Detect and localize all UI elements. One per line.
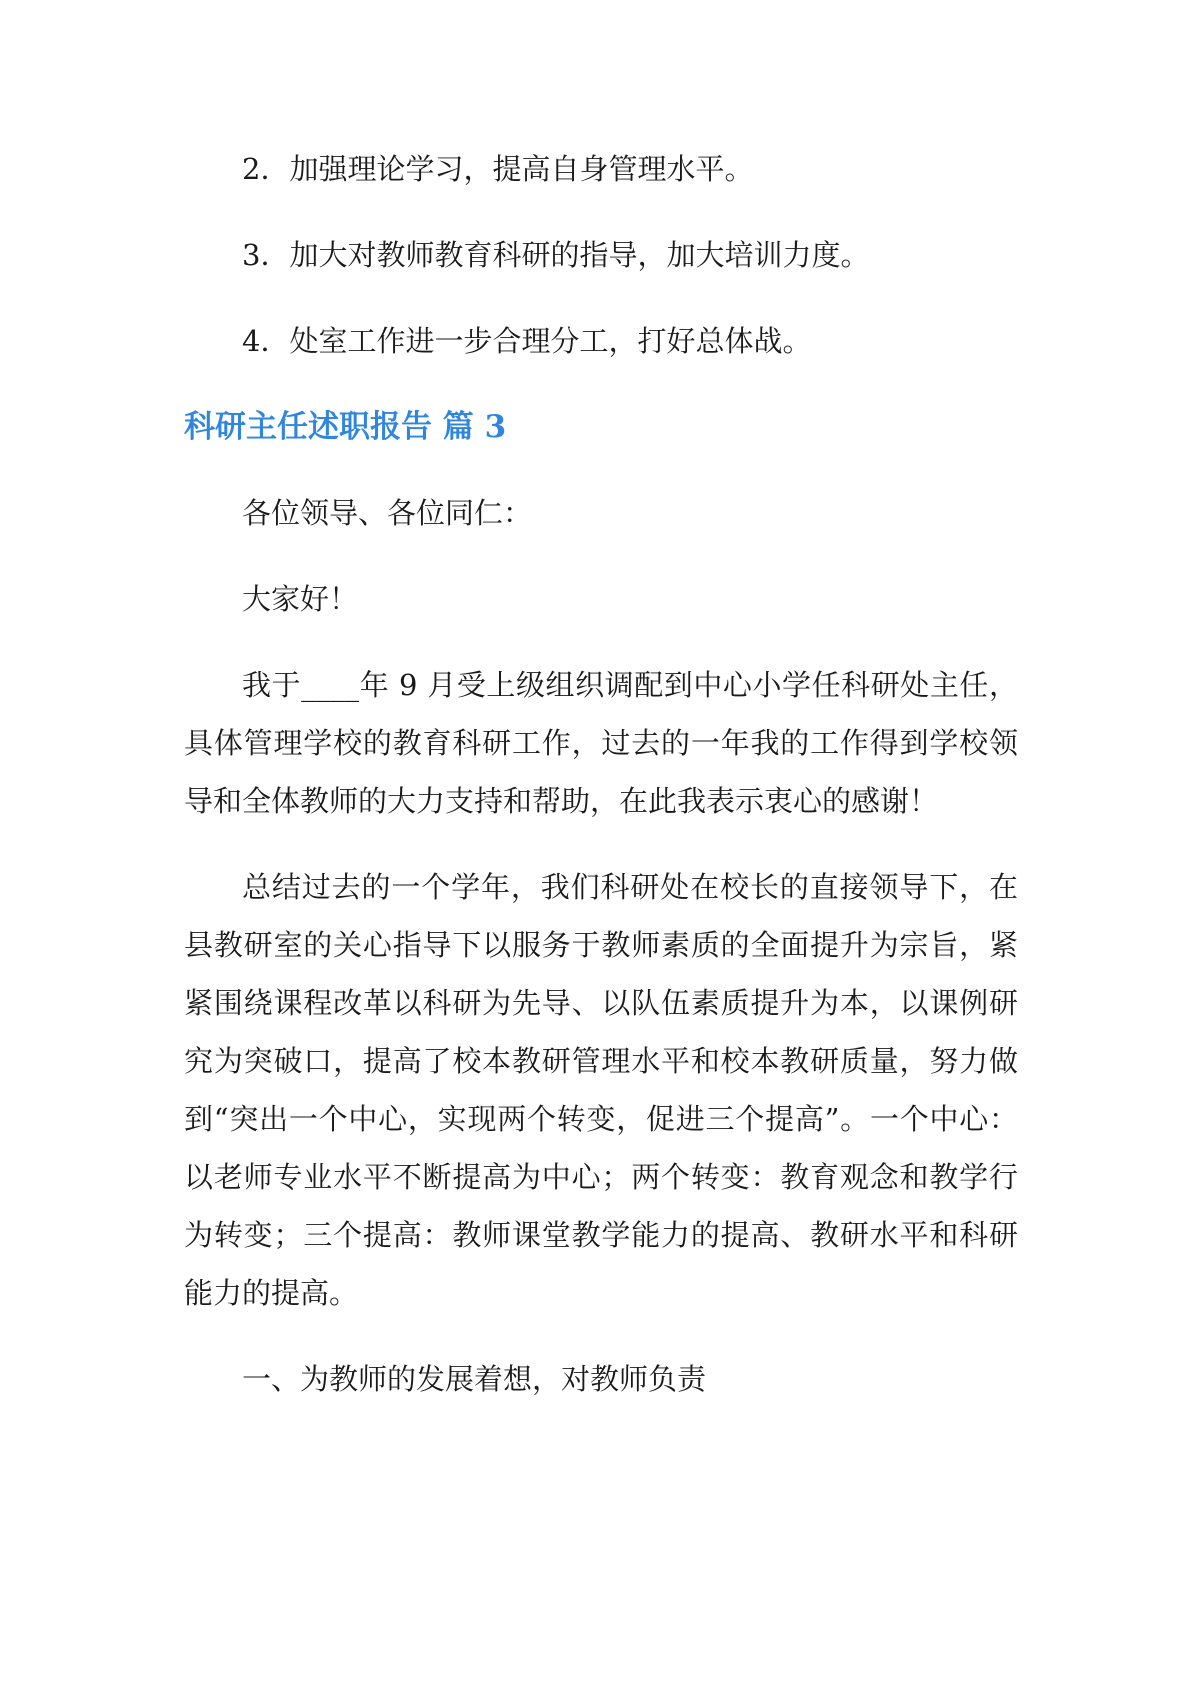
paragraph-summary: 总结过去的一个学年，我们科研处在校长的直接领导下，在县教研室的关心指导下以服务于教师素质的全面提升为宗旨，紧紧围绕课程改革以科研为先导、以队伍素质提升为本，以课例研究为突破口，提高了校本教研管理水平和校本教研质量，努力做到“突出一个中心，实现两个转变，促进三个提高”。一个中心：以老师专业水平不断提高为中心；两个转变：教育观念和教学行为转变；三个提高：教师课堂教学能力的提高、教研水平和科研能力的提高。 — [184, 870, 1018, 1310]
list-item-4: 4．处室工作进一步合理分工，打好总体战。 — [242, 324, 812, 358]
greeting: 大家好！ — [242, 582, 359, 616]
paragraph-intro: 我于____年 9 月受上级组织调配到中心小学任科研处主任，具体管理学校的教育科研工作，过去的一年我的工作得到学校领导和全体教师的大力支持和帮助，在此我表示衷心的感谢！ — [184, 668, 1018, 818]
list-item-3: 3．加大对教师教育科研的指导，加大培训力度。 — [242, 238, 870, 272]
salutation: 各位领导、各位同仁： — [242, 496, 533, 530]
document-body — [184, 140, 1018, 1436]
subheading: 一、为教师的发展着想，对教师负责 — [242, 1362, 707, 1396]
section-title: 科研主任述职报告 篇 3 — [184, 409, 507, 445]
list-item-2: 2．加强理论学习，提高自身管理水平。 — [242, 152, 754, 186]
